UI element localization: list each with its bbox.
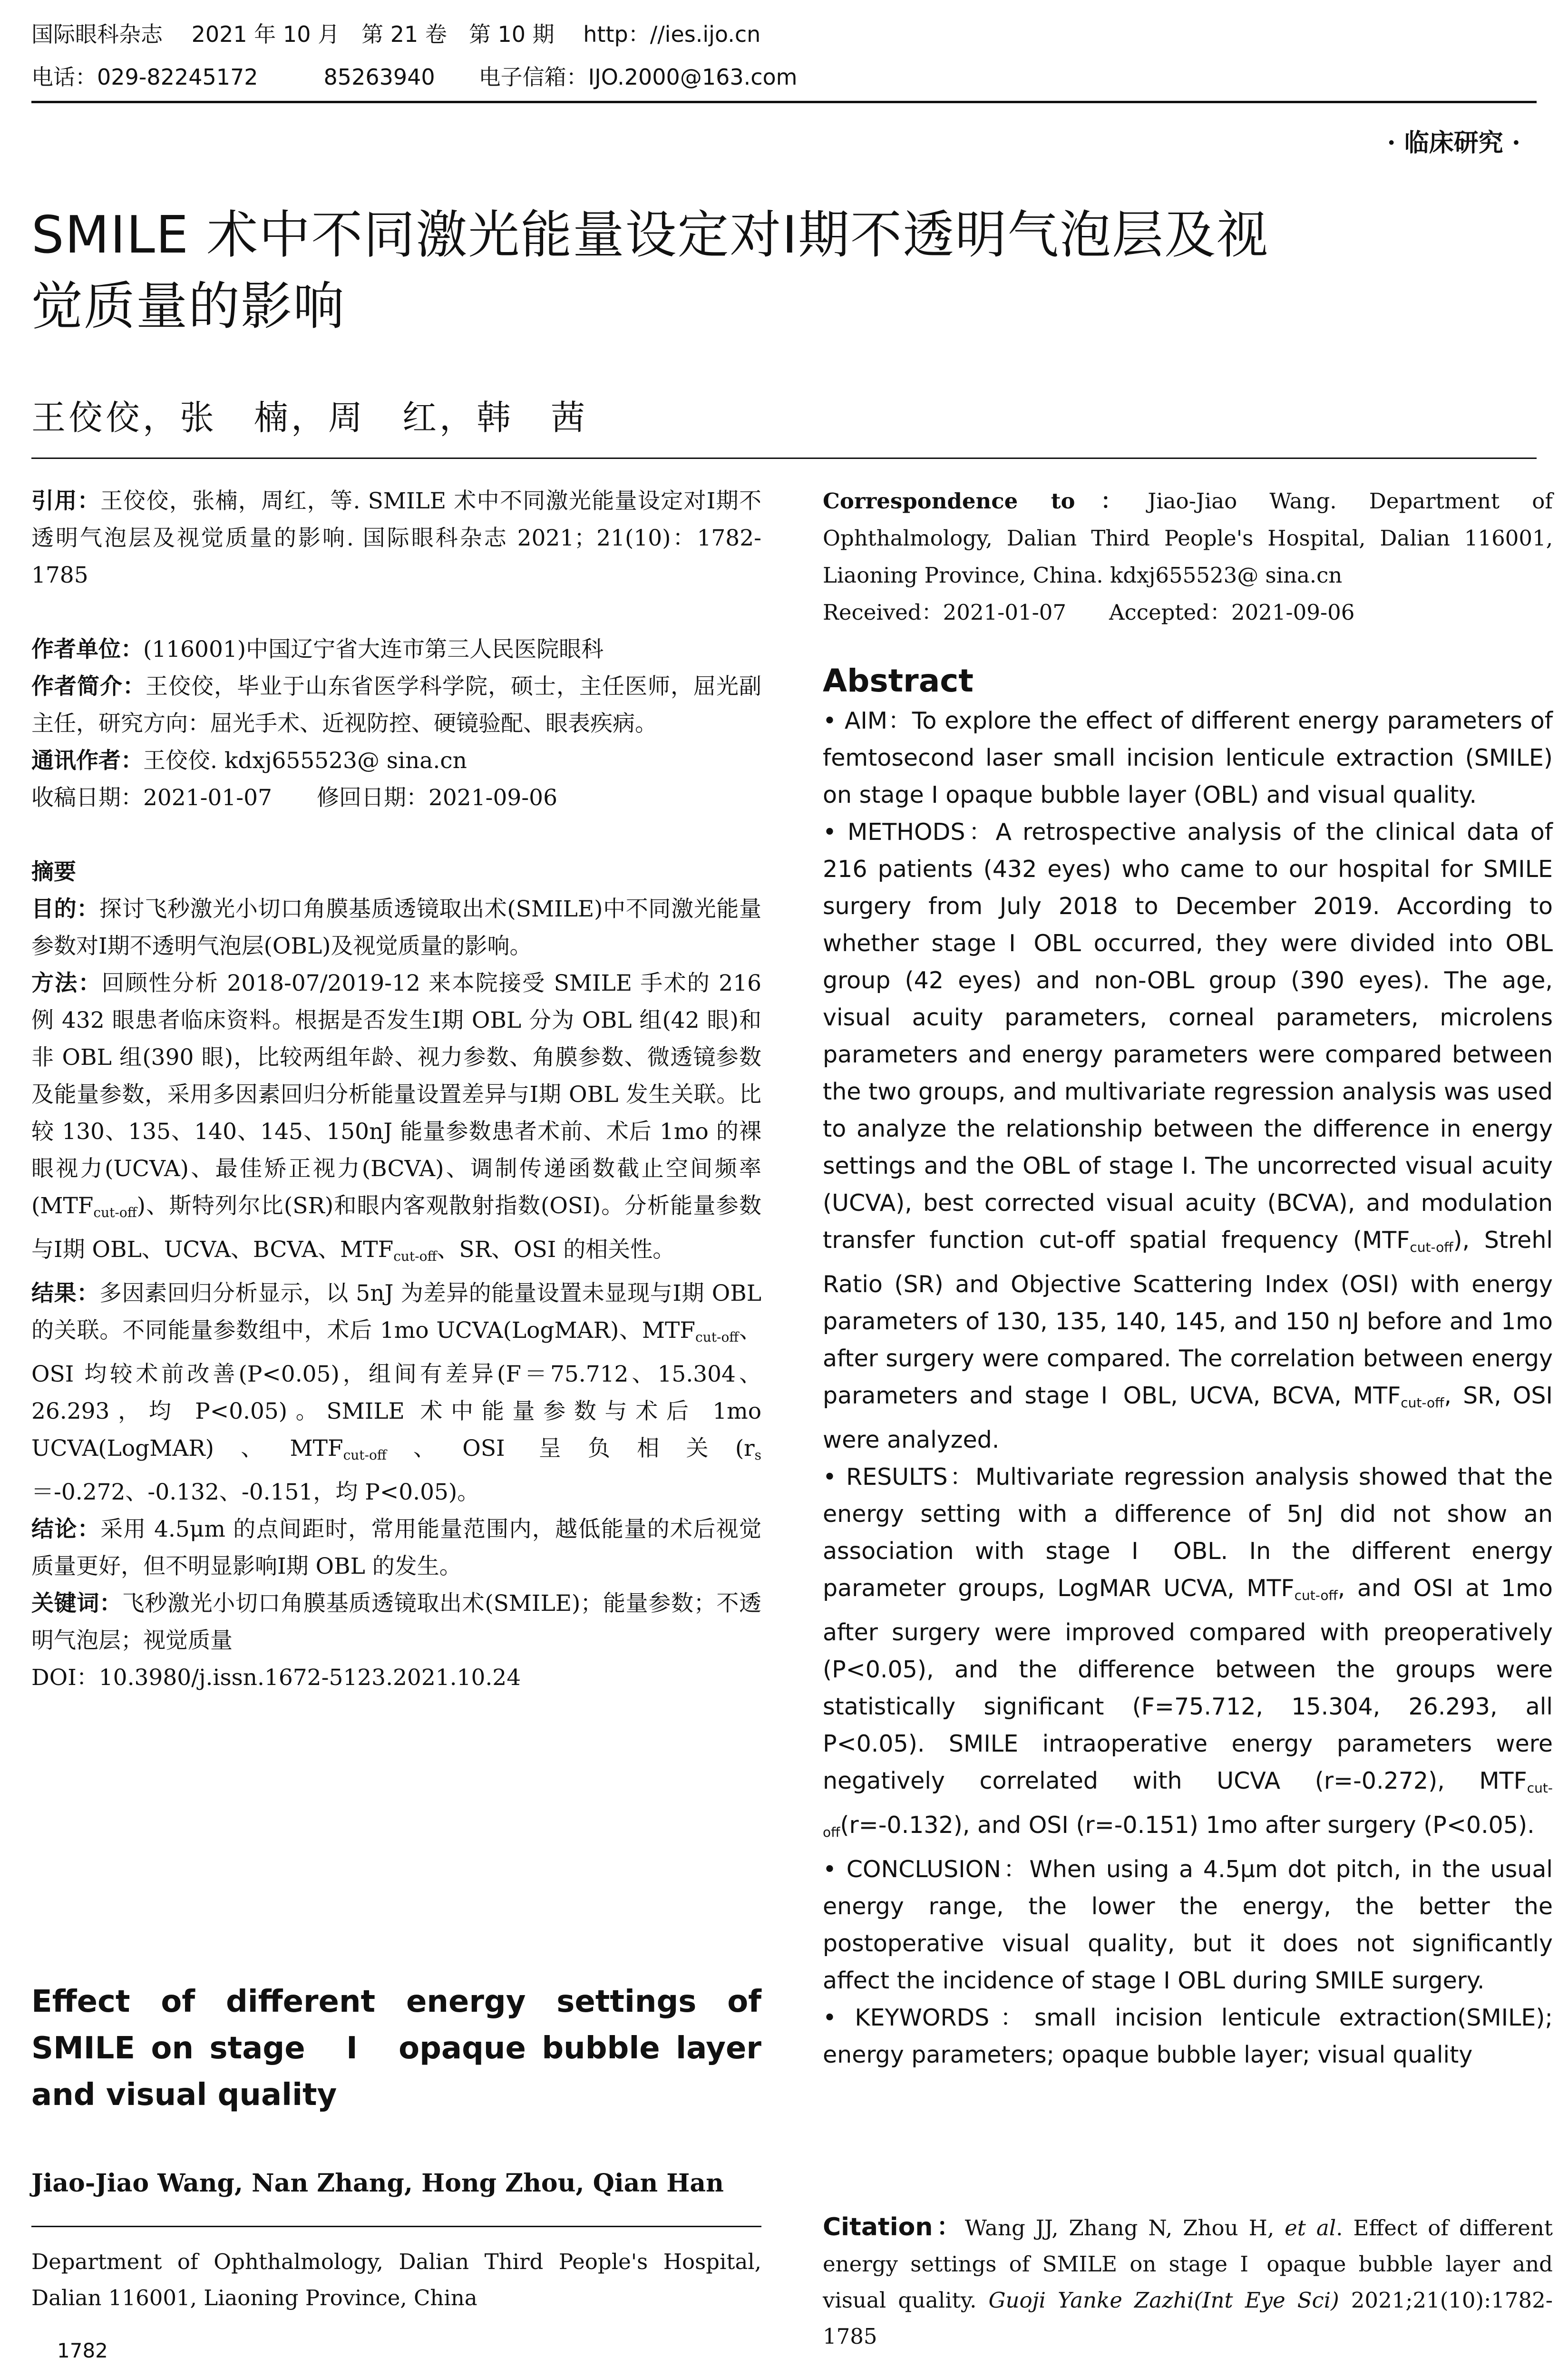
keywords-en: • KEYWORDS：small incision lenticule extraction(SMILE); energy parameters; opaque bubble layer; visual quality: [823, 2004, 1553, 2068]
title-line-2: 觉质量的影响: [31, 277, 346, 336]
received-accepted: Received：2021-01-07 Accepted：2021-09-06: [823, 600, 1355, 625]
page-number: 1782: [57, 2339, 108, 2362]
results-cn: 结果：多因素回归分析显示，以 5nJ 为差异的能量设置未显现与Ⅰ期 OBL 的关联。不同能量参数组中，术后 1mo UCVA(LogMAR)、$MTF_{cut-off}$、OSI 均较术前改善(P<0.05)，组间有差异(F＝75.712、15.304、26.293，均 P<0.05)。SMILE 术中能量参数与术后 1mo UCVA(LogMAR)、$MTF_{cut-off}$、OSI 呈负相关($r_s=-0.272$、-0.132、-0.151，均 P<0.05)。: [31, 1280, 762, 1505]
aim-cn: 目的：探讨飞秒激光小切口角膜基质透镜取出术(SMILE)中不同激光能量参数对Ⅰ期不透明气泡层(OBL)及视觉质量的影响。: [31, 896, 761, 959]
journal-header-line-1: 国际眼科杂志 2021 年 10 月 第 21 卷 第 10 期 http：//ies.ijo.cn: [31, 21, 761, 47]
english-title: Effect of different energy settings of SMILE on stage Ⅰ opaque bubble layer and visual quality: [31, 1984, 761, 2113]
header-rule: [31, 101, 1537, 103]
conclusion-cn: 结论：采用 4.5μm 的点间距时，常用能量范围内，越低能量的术后视觉质量更好，但不明显影响Ⅰ期 OBL 的发生。: [31, 1516, 761, 1579]
affiliation: Department of Ophthalmology, Dalian Third People's Hospital, Dalian 116001, Liaoning Province, China: [31, 2249, 761, 2310]
conclusion-en: • CONCLUSION：When using a 4.5μm dot pitch, in the usual energy range, the lower the energy, the better the postoperative visual quality, but it does not significantly affect the incidence of stage Ⅰ OBL during SMILE surgery.: [823, 1856, 1553, 1994]
results-en: • RESULTS：Multivariate regression analysis showed that the energy setting with a difference of 5nJ did not show an association with stage Ⅰ OBL. In the different energy parameter groups, LogMAR UCVA, $MTF_{cut-off}$, and OSI at 1mo after surgery were improved compared with preoperatively (P<0.05), and the difference between the groups were statistically significant (F=75.712, 15.304, 26.293, all P<0.05). SMILE intraoperative energy parameters were negatively correlated with UCVA (r=-0.272), $MTF_{cut-off}(r=-0.132)$, and OSI (r=-0.151) 1mo after surgery (P<0.05).: [823, 1463, 1553, 1840]
abstract-title-en: Abstract: [823, 662, 974, 699]
aim-en: • AIM：To explore the effect of different energy parameters of femtosecond laser small incision lenticule extraction (SMILE) on stage Ⅰ opaque bubble layer (OBL) and visual quality.: [823, 707, 1553, 809]
left-column: [31, 483, 761, 1696]
dates-cn: 收稿日期：2021-01-07 修回日期：2021-09-06: [31, 785, 557, 811]
affiliation-rule: [31, 2226, 761, 2227]
keywords-cn: 关键词：飞秒激光小切口角膜基质透镜取出术(SMILE)；能量参数；不透明气泡层；视觉质量: [31, 1590, 761, 1654]
corresponding-author: 通讯作者：王佼佼. kdxj655523@ sina.cn: [31, 748, 467, 774]
article-title: [31, 200, 1269, 342]
citation-cn: 引用：王佼佼，张楠，周红，等. SMILE 术中不同激光能量设定对Ⅰ期不透明气泡层及视觉质量的影响. 国际眼科杂志 2021；21(10)：1782-1785: [31, 488, 761, 588]
right-column: [823, 483, 1553, 2074]
abstract-title-cn: 摘要: [31, 859, 76, 885]
author-unit: 作者单位：(116001)中国辽宁省大连市第三人民医院眼科: [31, 636, 604, 662]
title-line-1: SMILE 术中不同激光能量设定对Ⅰ期不透明气泡层及视: [31, 205, 1269, 265]
title-rule: [31, 458, 1537, 459]
correspondence-en: Correspondence to：Jiao-Jiao Wang. Department of Ophthalmology, Dalian Third People's Hospital, Dalian 116001, Liaoning Province, China. kdxj655523@ sina.cn: [823, 488, 1553, 588]
english-authors: Jiao-Jiao Wang, Nan Zhang, Hong Zhou, Qian Han: [31, 2169, 724, 2198]
doi: DOI：10.3980/j.issn.1672-5123.2021.10.24: [31, 1665, 521, 1691]
authors-cn: 王佼佼，张 楠，周 红，韩 茜: [31, 398, 588, 438]
methods-cn: 方法：回顾性分析 2018-07/2019-12 来本院接受 SMILE 手术的 216 例 432 眼患者临床资料。根据是否发生Ⅰ期 OBL 分为 OBL 组(42 眼)和非 OBL 组(390 眼)，比较两组年龄、视力参数、角膜参数、微透镜参数及能量参数，采用多因素回归分析能量设置差异与Ⅰ期 OBL 发生关联。比较 130、135、140、145、150nJ 能量参数患者术前、术后 1mo 的裸眼视力(UCVA)、最佳矫正视力(BCVA)、调制传递函数截止空间频率$(MTF_{cut-off})$、斯特列尔比(SR)和眼内客观散射指数(OSI)。分析能量参数与Ⅰ期 OBL、UCVA、BCVA、$MTF_{cut-off}$、SR、OSI 的相关性。: [31, 970, 762, 1264]
author-bio: 作者简介：王佼佼，毕业于山东省医学科学院，硕士，主任医师，屈光副主任，研究方向：屈光手术、近视防控、硬镜验配、眼表疾病。: [31, 673, 761, 737]
citation-en: Citation：Wang JJ, Zhang N, Zhou H, et al. Effect of different energy settings of SMILE on stage Ⅰ opaque bubble layer and visual quality. Guoji Yanke Zazhi(Int Eye Sci) 2021;21(10):1782-1785: [823, 2213, 1553, 2349]
section-label: · 临床研究 ·: [1387, 128, 1520, 157]
journal-header-line-2: 电话：029-82245172 85263940 电子信箱：IJO.2000@163.com: [31, 64, 798, 90]
methods-en: • METHODS：A retrospective analysis of the clinical data of 216 patients (432 eyes) who came to our hospital for SMILE surgery from July 2018 to December 2019. According to whether stage Ⅰ OBL occurred, they were divided into OBL group (42 eyes) and non-OBL group (390 eyes). The age, visual acuity parameters, corneal parameters, microlens parameters and energy parameters were compared between the two groups, and multivariate regression analysis was used to analyze the relationship between the difference in energy settings and the OBL of stage Ⅰ. The uncorrected visual acuity (UCVA), best corrected visual acuity (BCVA), and modulation transfer function cut-off spatial frequency $(MTF_{cut-off})$, Strehl Ratio (SR) and Objective Scattering Index (OSI) with energy parameters of 130, 135, 140, 145, and 150 nJ before and 1mo after surgery were compared. The correlation between energy parameters and stage Ⅰ OBL, UCVA, BCVA, $MTF_{cut-off}$, SR, OSI were analyzed.: [823, 818, 1553, 1453]
